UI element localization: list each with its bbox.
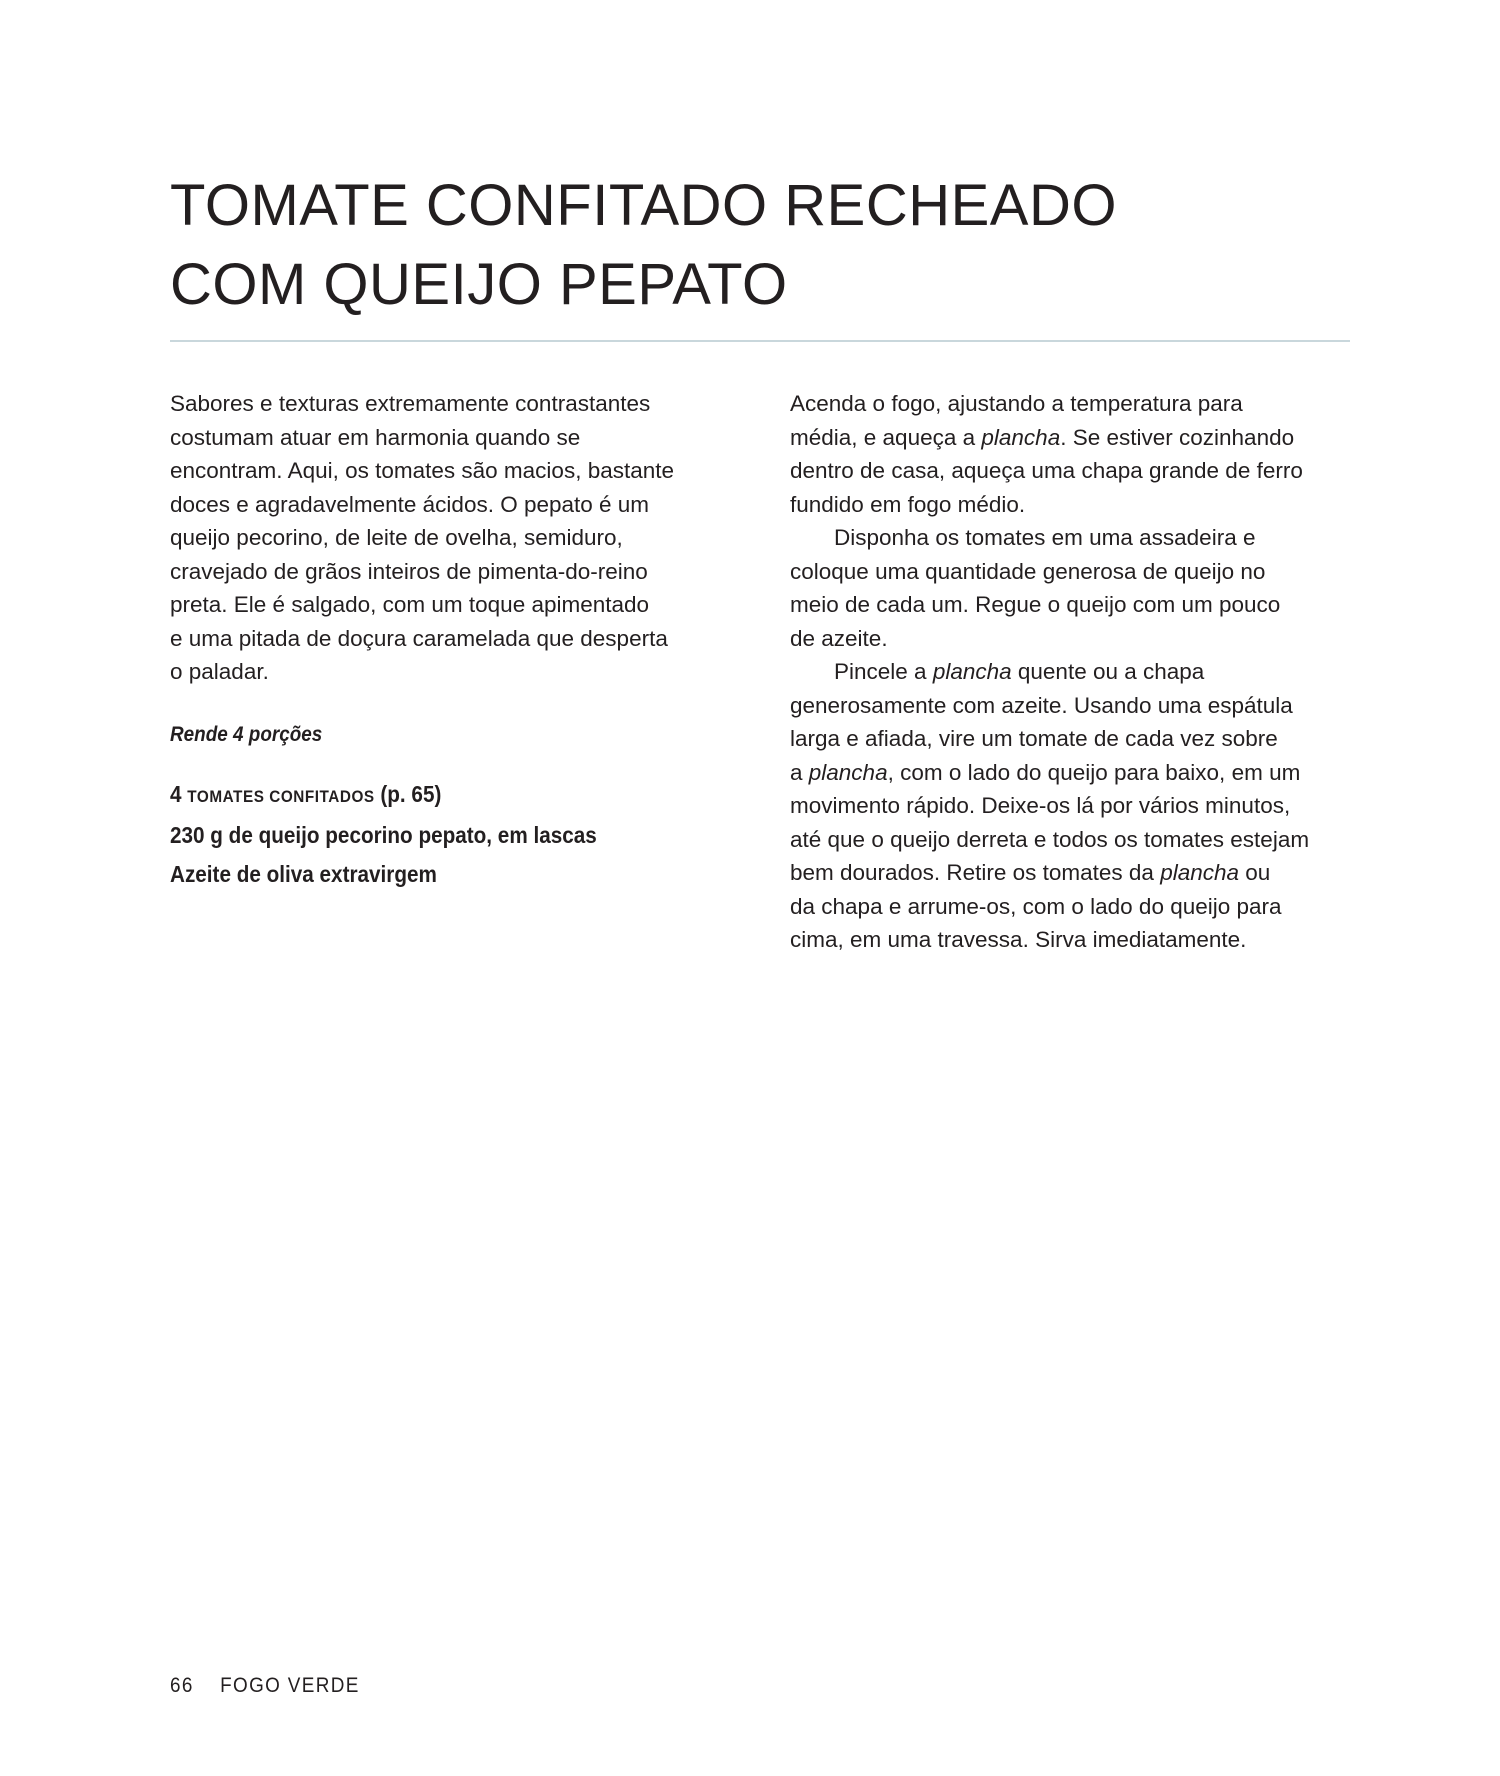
method-line: cima, em uma travessa. Sirva imediatamente. — [790, 927, 1247, 952]
method-line: fundido em fogo médio. — [790, 491, 1026, 517]
method-line: Disponha os tomates em uma assadeira e — [834, 525, 1256, 550]
intro-line: queijo pecorino, de leite de ovelha, semiduro, — [170, 525, 623, 550]
method-line: da chapa e arrume-os, com o lado do queijo para — [790, 893, 1282, 919]
ingredient-item: 230 g de queijo pecorino pepato, em lascas — [170, 822, 597, 848]
method-line: média, e aqueça a plancha. Se estiver cozinhando — [790, 424, 1295, 450]
recipe-title-line-2: COM QUEIJO PEPATO — [170, 252, 788, 317]
recipe-title — [170, 166, 1350, 324]
intro-line: preta. Ele é salgado, com um toque apimentado — [170, 592, 650, 617]
intro-paragraph — [170, 387, 742, 689]
method-step-1 — [790, 387, 1362, 521]
method-line: bem dourados. Retire os tomates da plancha ou — [790, 860, 1271, 885]
ingredient-item — [170, 775, 685, 816]
method-line: Acenda o fogo, ajustando a temperatura para — [790, 391, 1243, 416]
intro-line: cravejado de grãos inteiros de pimenta-do-reino — [170, 558, 648, 584]
page-footer — [170, 1674, 360, 1698]
method-line: coloque uma quantidade generosa de queijo no — [790, 558, 1266, 584]
method-line: a plancha, com o lado do queijo para baixo, em um — [790, 759, 1301, 785]
italic-term: plancha — [1160, 860, 1240, 885]
right-column — [790, 387, 1362, 957]
method-line: movimento rápido. Deixe-os lá por vários minutos, — [790, 793, 1291, 818]
method-step-2 — [790, 521, 1362, 655]
page-number: 66 — [170, 1674, 194, 1697]
italic-term: plancha — [808, 759, 888, 785]
book-title: FOGO VERDE — [220, 1674, 360, 1697]
method-step-3 — [790, 655, 1362, 957]
italic-term: plancha — [932, 659, 1012, 684]
title-divider — [170, 340, 1350, 342]
method-line: generosamente com azeite. Usando uma espátula — [790, 692, 1293, 718]
method-line: até que o queijo derreta e todos os tomates estejam — [790, 826, 1310, 852]
intro-line: doces e agradavelmente ácidos. O pepato é um — [170, 491, 650, 517]
method-line: larga e afiada, vire um tomate de cada vez sobre — [790, 726, 1278, 751]
method-line: Pincele a plancha quente ou a chapa — [834, 659, 1205, 684]
intro-line: Sabores e texturas extremamente contrastantes — [170, 391, 651, 416]
method-line: dentro de casa, aqueça uma chapa grande de ferro — [790, 458, 1303, 483]
ingredient-name: TOMATES CONFITADOS — [187, 787, 375, 806]
ingredient-item: Azeite de oliva extravirgem — [170, 861, 437, 887]
intro-line: o paladar. — [170, 659, 269, 684]
recipe-yield: Rende 4 porções — [170, 722, 323, 746]
intro-line: encontram. Aqui, os tomates são macios, bastante — [170, 458, 675, 483]
intro-line: costumam atuar em harmonia quando se — [170, 424, 581, 450]
intro-line: e uma pitada de doçura caramelada que desperta — [170, 625, 668, 651]
left-column — [170, 387, 742, 894]
ingredient-page-ref: (p. 65) — [380, 781, 442, 807]
ingredient-qty: 4 — [170, 781, 182, 807]
ingredient-list — [170, 775, 742, 894]
method-line: de azeite. — [790, 625, 888, 651]
recipe-title-line-1: TOMATE CONFITADO RECHEADO — [170, 173, 1117, 238]
italic-term: plancha — [981, 424, 1061, 450]
method-line: meio de cada um. Regue o queijo com um pouco — [790, 592, 1281, 617]
